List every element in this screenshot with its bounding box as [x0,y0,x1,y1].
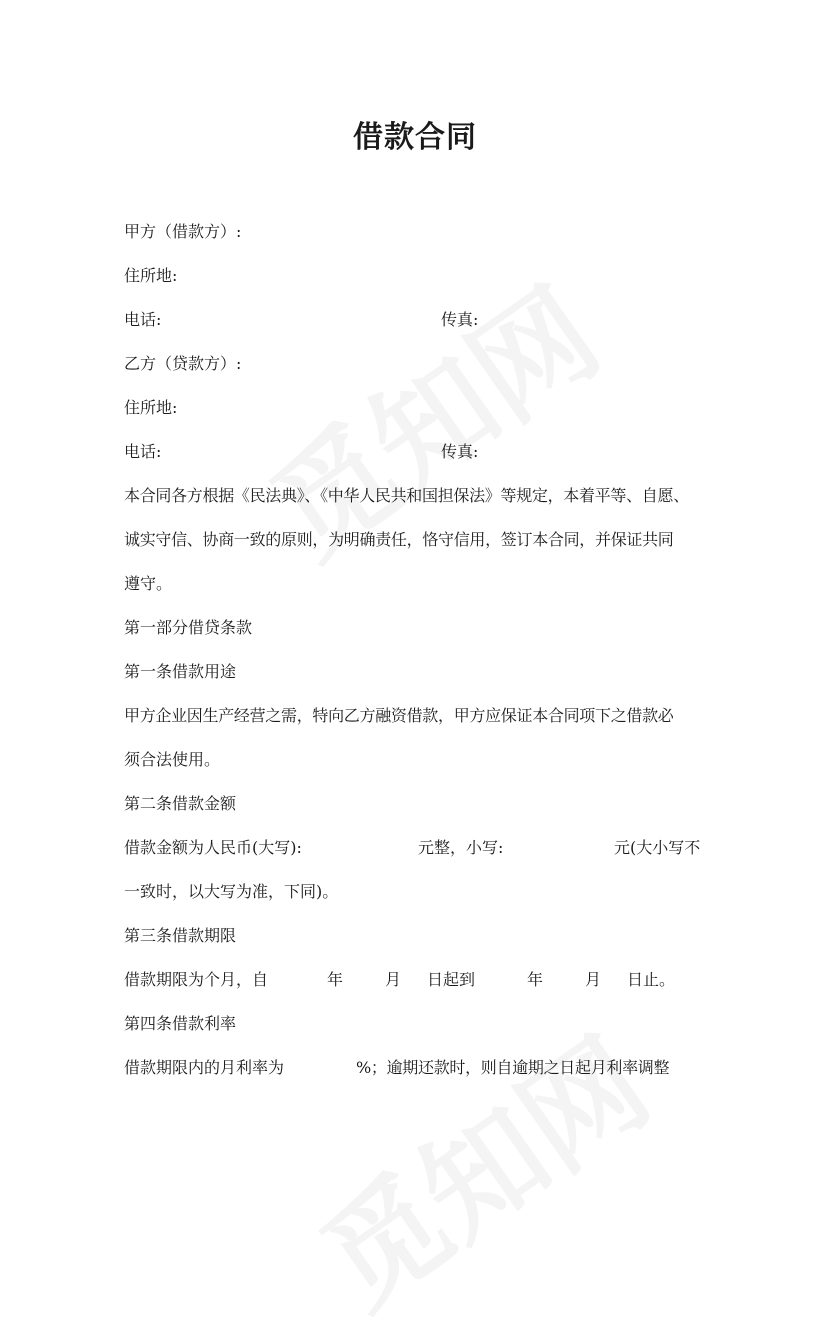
article2-text: 一致时，以大写为准，下同)。 [124,882,339,901]
article3-year-label: 年 [327,970,344,989]
article3-year-label: 年 [527,970,544,989]
article4-text: %；逾期还款时，则自逾期之日起月利率调整 [356,1058,670,1077]
party-b-label: 乙方（贷款方）: [124,354,242,373]
article3-day-label: 日止。 [627,970,676,989]
document-title: 借款合同 [353,120,477,155]
article4-rate-label: 借款期限内的月利率为 [124,1058,285,1077]
party-a-phone-label: 电话: [124,310,162,329]
article4-heading: 第四条借款利率 [124,1014,237,1033]
article3-text: 借款期限为个月，自 [124,970,269,989]
party-a-address-label: 住所地: [124,266,178,285]
article3-month-label: 月 [585,970,602,989]
party-b-address-label: 住所地: [124,398,178,417]
article3-month-label: 月 [385,970,402,989]
preamble-line: 诚实守信、协商一致的原则，为明确责任，恪守信用，签订本合同，并保证共同 [124,530,674,549]
preamble-line: 本合同各方根据《民法典》、《中华人民共和国担保法》等规定，本着平等、自愿、 [124,486,689,505]
preamble-line: 遵守。 [124,574,173,593]
article2-amount-label: 借款金额为人民币(大写): [124,838,302,857]
party-b-fax-label: 传真: [441,442,479,461]
party-a-label: 甲方（借款方）: [124,222,242,241]
party-b-phone-label: 电话: [124,442,162,461]
article1-text: 须合法使用。 [124,750,221,769]
part1-heading: 第一部分借贷条款 [124,618,253,637]
watermark [283,992,677,1339]
article1-text: 甲方企业因生产经营之需，特向乙方融资借款，甲方应保证本合同项下之借款必 [124,706,674,725]
article2-yuan-label: 元整，小写: [418,838,504,857]
party-a-fax-label: 传真: [441,310,479,329]
article3-day-label: 日起到 [427,970,476,989]
article3-heading: 第三条借款期限 [124,926,237,945]
article2-heading: 第二条借款金额 [124,794,237,813]
article2-small-label: 元(大小写不 [614,838,701,857]
article1-heading: 第一条借款用途 [124,662,237,681]
